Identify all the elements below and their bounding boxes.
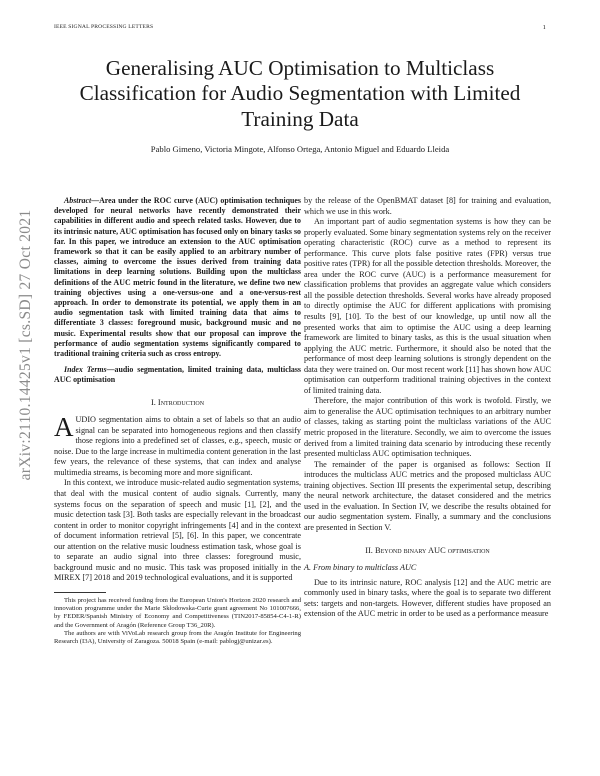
footnote-rule: [54, 592, 106, 593]
section2-paragraph-1: Due to its intrinsic nature, ROC analysis [12] and the AUC metric are commonly used in binary tasks, where the goal is to separate two different sets: targets and non-targets. However, different studies have proposed an extension of the AUC metric in order to be used as a performance measure: [304, 577, 551, 619]
index-terms-text: —audio segmentation, limited training data, multiclass AUC optimisation: [54, 365, 302, 385]
first-word-rest: UDIO: [75, 415, 96, 425]
section-heading-beyond-binary: II. Beyond binary AUC optimisation: [365, 545, 490, 555]
intro-paragraph-2-continued: by the release of the OpenBMAT dataset [8] for training and evaluation, which we use in this work.: [304, 196, 551, 216]
intro-paragraph-1-text: segmentation aims to obtain a set of labels so that an audio signal can be separated into homogeneous regions and then classify those regions into a predefined set of classes, e.g., speech, music or noise. Due to the large increase in multimedia content generation in the last few years, the relevance of these systems, that can index and analyse multimedia streams, is becoming more and more significant.: [54, 415, 301, 477]
abstract-lead: Abstract: [64, 196, 92, 205]
index-terms-lead: Index Terms: [64, 365, 107, 375]
journal-name: IEEE SIGNAL PROCESSING LETTERS: [54, 24, 154, 30]
arxiv-watermark: [14, 80, 38, 610]
footnote-funding: This project has received funding from the European Union's Horizon 2020 research and innovation programme under the Marie Skłodowska-Curie grant agreement No 101007666, by FEDER/Spanish Ministry of Economy and Competitiveness (TIN2017-85854-C4-1-R) and the Government of Aragón (Reference Group T36_20R).: [54, 596, 301, 629]
intro-paragraph-4: Therefore, the major contribution of this work is twofold. Firstly, we aim to generalise the AUC optimisation techniques to an arbitrary number of classes, taking as starting point the multiclass variations of the AUC metric proposed in the literature. Secondly, we aim to overcome the issues derived from a limited training data scenario by introducing these recently presented multiclass AUC optimisation techniques.: [304, 396, 551, 459]
subsection-heading-binary-to-multiclass: A. From binary to multiclass AUC: [304, 563, 417, 573]
index-terms: [54, 365, 301, 385]
arxiv-identifier: arXiv:2110.14425v1 [cs.SD] 27 Oct 2021: [17, 209, 34, 481]
right-column: [304, 196, 551, 620]
paper-title: Generalising AUC Optimisation to Multiclass Classification for Audio Segmentation with Limited Training Data: [79, 56, 521, 131]
drop-cap: A: [54, 412, 74, 443]
abstract-text: —Area under the ROC curve (AUC) optimisation techniques developed for neural networks have recently demonstrated their capabilities in different audio and speech related tasks. However, due to its intrinsic nature, AUC optimisation has focused only on binary tasks so far. In this paper, we introduce an extension to the AUC optimisation framework so that it can be easily applied to an arbitrary number of classes, aiming to overcome the issues derived from training data limitations in deep learning solutions. Building upon the multiclass definitions of the AUC metric found in the literature, we define two new training objectives using a one-versus-one and a one-versus-rest approach. In order to demonstrate its potential, we apply them in an audio segmentation task with limited training data that aims to differentiate 3 classes: foreground music, background music and no music. Experimental results show that our proposal can improve the performance of audio segmentation systems significantly compared to traditional training criteria such as cross entropy.: [54, 196, 301, 359]
section-heading-introduction: I. Introduction: [150, 397, 205, 407]
footnote-affiliation: The authors are with ViVoLab research group from the Aragón Institute for Engineering Research (I3A), University of Zaragoza. 50018 Spain (e-mail: pablogj@unizar.es).: [54, 629, 301, 645]
abstract: [54, 196, 301, 359]
running-header: [54, 24, 546, 30]
intro-paragraph-3: An important part of audio segmentation systems is how they can be properly evaluated. Some binary segmentation systems rely on the receiver operating characteristic (ROC) curve as a method to represent its performance. This curve plots false positive rates (FPR) versus true positive rates (TPR) for all the possible detection thresholds. Moreover, the area under the ROC curve (AUC) is a performance measurement for classification problems that provides an aggregate value which considers all the possible detection thresholds. Several works have already proposed to directly optimise the AUC for different applications with promising results [9], [10]. To the best of our knowledge, up until now all the presented works that aim to optimise the AUC using a deep learning framework are limited to binary tasks, as this is the usual situation when applying the AUC metric. Furthermore, it should also be noted that the performance of most deep learning solutions is strongly dependent on the data they were trained on. Our most recent work [11] has shown how AUC optimisation can outperform traditional training objectives in the context of limited training data.: [304, 217, 551, 395]
author-list: Pablo Gimeno, Victoria Mingote, Alfonso Ortega, Antonio Miguel and Eduardo Lleida: [150, 144, 450, 154]
intro-paragraph-5: The remainder of the paper is organised as follows: Section II introduces the multiclass AUC metrics and the proposed multiclass AUC training objectives. Section III presents the experimental setup, describing the neural network architecture, the dataset considered and the metrics used in the evaluation. In Section IV, we describe the results obtained for our audio segmentation system. Finally, a summary and the conclusions are presented in Section V.: [304, 459, 551, 532]
intro-paragraph-1: [54, 412, 301, 478]
left-column: [54, 196, 301, 646]
page-number: 1: [542, 24, 546, 31]
intro-paragraph-2: In this context, we introduce music-related audio segmentation systems, that deal with the musical content of audio signals. Currently, many systems focus on the separation of speech and music [1], [2], and the music detection task [3]. Both tasks are especially relevant in the broadcast content in order to monitor copyright infringements [4] and in the context of document information retrieval [5], [6]. In this paper, we concentrate our attention on the relative music loudness estimation task, whose goal is to separate an audio signal into three classes: foreground music, background music and no music. This task was proposed initially in the MIREX [7] 2018 and 2019 technological evaluations, and it is supported: [54, 478, 301, 583]
